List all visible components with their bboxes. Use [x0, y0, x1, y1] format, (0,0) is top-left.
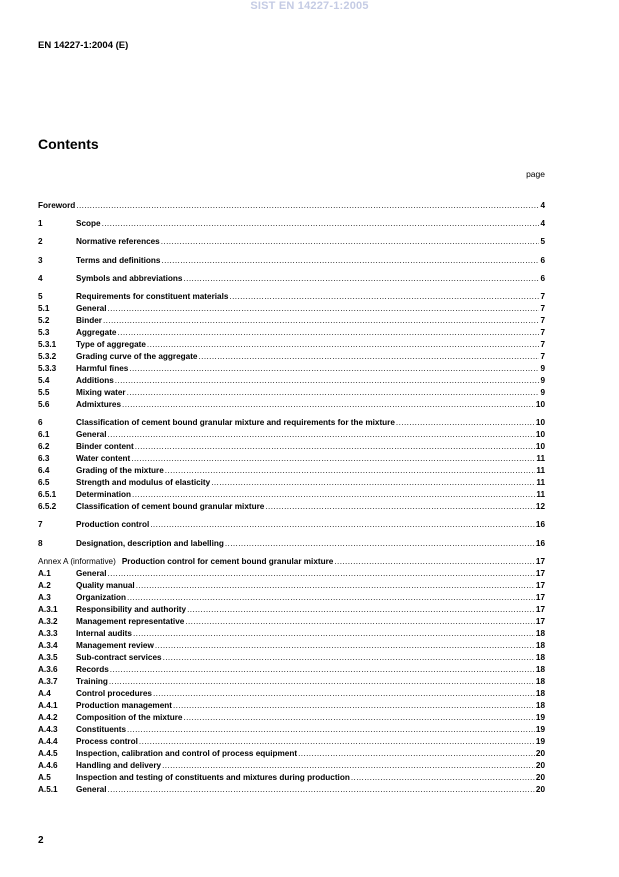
toc-entry-title: Constituents: [76, 724, 127, 734]
dot-leader: [76, 200, 539, 212]
toc-entry-page: 18: [535, 676, 545, 686]
toc-entry-number: A.3.4: [38, 640, 58, 650]
dot-leader: [298, 748, 535, 760]
toc-entry-title: Mixing water: [76, 387, 126, 397]
toc-entry-page: 4: [540, 201, 545, 210]
toc-entry[interactable]: [38, 387, 545, 399]
toc-entry[interactable]: [38, 489, 545, 501]
toc-entry-title: Water content: [76, 454, 131, 464]
toc-entry-number: A.3.5: [38, 652, 58, 662]
toc-entry-page: 18: [535, 628, 545, 638]
toc-entry[interactable]: [38, 453, 545, 465]
toc-entry[interactable]: [38, 236, 545, 248]
toc-entry-title: Organization: [76, 592, 127, 602]
toc-entry[interactable]: [38, 628, 545, 640]
toc-entry[interactable]: [38, 736, 545, 748]
page-number: 2: [38, 835, 44, 846]
toc-entry-title: General: [76, 784, 107, 794]
toc-entry-number: A.2: [38, 580, 51, 590]
toc-entry-number: 6: [38, 418, 43, 428]
toc-entry-page: 10: [535, 418, 545, 428]
toc-entry-number: A.5.1: [38, 784, 58, 794]
dot-leader: [187, 604, 535, 616]
toc-entry-title: General: [76, 430, 107, 440]
toc-entry-page: 17: [535, 580, 545, 590]
toc-entry-title: Strength and modulus of elasticity: [76, 478, 211, 488]
toc-entry-number: 5.5: [38, 387, 50, 397]
toc-entry-number: 2: [38, 237, 43, 247]
toc-entry-page: 20: [535, 784, 545, 794]
toc-entry-title: Production management: [76, 700, 172, 710]
toc-entry-title: Classification of cement bound granular mixture and requirements for the mixture: [76, 418, 395, 428]
toc-entry-number: 6.5: [38, 478, 50, 488]
toc-entry-number: A.4.2: [38, 712, 58, 722]
toc-entry-number: 8: [38, 538, 43, 548]
toc-entry-title: Training: [76, 676, 108, 686]
toc-entry-number: A.1: [38, 568, 51, 578]
toc-entry[interactable]: [38, 580, 545, 592]
toc-entry-number: 6.5.2: [38, 502, 57, 512]
toc-entry[interactable]: [38, 339, 545, 351]
toc-entry[interactable]: [38, 327, 545, 339]
toc-entry-page: 10: [535, 399, 545, 409]
dot-leader: [127, 387, 540, 399]
toc-entry-number: 5.3.1: [38, 339, 57, 349]
toc-entry-page: 6: [540, 273, 545, 283]
toc-entry-number: 5.4: [38, 375, 50, 385]
dot-leader: [173, 700, 535, 712]
toc-entry-number: A.3: [38, 592, 51, 602]
dot-leader: [185, 616, 535, 628]
toc-entry-title: Inspection and testing of constituents and mixtures during production: [76, 772, 350, 782]
toc-entry-title: General: [76, 568, 107, 578]
dot-leader: [334, 556, 535, 568]
toc-entry-title: Management review: [76, 640, 154, 650]
toc-entry-page: 9: [540, 375, 545, 385]
toc-entry-title: Production control for cement bound granular mixture: [121, 556, 334, 566]
toc-entry-page: 7: [540, 315, 545, 325]
toc-entry-title: Process control: [76, 736, 138, 746]
toc-entry-page: 17: [535, 568, 545, 578]
toc-entry-page: 5: [540, 237, 545, 247]
page-column-label: page: [526, 169, 545, 179]
dot-leader: [132, 489, 535, 501]
toc-entry-number: 6.5.1: [38, 490, 57, 500]
toc-entry-number: A.4.5: [38, 748, 58, 758]
toc-entry-page: 20: [535, 748, 545, 758]
watermark: SIST EN 14227-1:2005: [250, 0, 369, 12]
toc-entry-number: A.4.1: [38, 700, 58, 710]
toc-entry-number: A.3.1: [38, 604, 58, 614]
toc-entry-title: Grading of the mixture: [76, 466, 164, 476]
dot-leader: [108, 429, 535, 441]
dot-leader: [135, 441, 535, 453]
toc-entry-page: 20: [535, 760, 545, 770]
toc-entry-page: 9: [540, 363, 545, 373]
toc-entry[interactable]: [38, 538, 545, 550]
toc-entry-title: Control procedures: [76, 688, 152, 698]
toc-entry-page: 7: [540, 351, 545, 361]
dot-leader: [225, 538, 535, 550]
dot-leader: [162, 760, 535, 772]
toc-entry[interactable]: [38, 724, 545, 736]
toc-entry-number: 6.1: [38, 430, 50, 440]
toc-entry[interactable]: [38, 429, 545, 441]
toc-entry-title: Type of aggregate: [76, 339, 146, 349]
toc-entry-page: 16: [535, 538, 545, 548]
toc-entry[interactable]: [38, 652, 545, 664]
toc-entry-page: 18: [535, 652, 545, 662]
dot-leader: [183, 712, 534, 724]
toc-entry-title: Responsibility and authority: [76, 604, 187, 614]
toc-entry-title: Grading curve of the aggregate: [76, 351, 198, 361]
toc-entry-page: 11: [536, 466, 545, 476]
toc-entry-title: Internal audits: [76, 628, 132, 638]
dot-leader: [127, 724, 535, 736]
toc-entry-page: 10: [535, 442, 545, 452]
dot-leader: [122, 399, 535, 411]
toc-entry-title: Composition of the mixture: [76, 712, 183, 722]
toc-entry-number: A.3.6: [38, 664, 58, 674]
toc-entry-title: Normative references: [76, 237, 160, 247]
toc-entry-number: 5: [38, 291, 43, 301]
toc-entry-number: 6.2: [38, 442, 50, 452]
toc-entry[interactable]: [38, 676, 545, 688]
toc-entry-page: 10: [535, 430, 545, 440]
toc-entry[interactable]: [38, 363, 545, 375]
dot-leader: [108, 303, 540, 315]
toc-entry[interactable]: [38, 592, 545, 604]
toc-entry-page: 19: [535, 724, 545, 734]
toc-entry-number: Annex A (informative): [38, 556, 116, 566]
dot-leader: [118, 327, 540, 339]
toc-entry-number: A.5: [38, 772, 51, 782]
toc-entry-page: 17: [535, 616, 545, 626]
dot-leader: [136, 580, 535, 592]
toc-entry[interactable]: [38, 375, 545, 387]
toc-entry-number: 6.4: [38, 466, 50, 476]
toc-entry[interactable]: [38, 273, 545, 285]
toc-entry[interactable]: [38, 688, 545, 700]
dot-leader: [351, 772, 535, 784]
toc-entry[interactable]: [38, 399, 545, 411]
toc-entry-page: 6: [540, 255, 545, 265]
toc-entry-number: 7: [38, 520, 43, 530]
toc-entry-title: Binder content: [76, 442, 134, 452]
toc-entry[interactable]: [38, 784, 545, 796]
toc-entry-title: Binder: [76, 315, 102, 325]
toc-entry-number: 5.3: [38, 327, 50, 337]
toc-entry-number: 5.2: [38, 315, 50, 325]
toc-entry-number: 5.3.2: [38, 351, 57, 361]
toc-entry-number: A.4.6: [38, 760, 58, 770]
toc-entry-number: 6.3: [38, 454, 50, 464]
toc-entry-page: 16: [535, 520, 545, 530]
toc-entry[interactable]: [38, 748, 545, 760]
dot-leader: [229, 291, 539, 303]
toc-entry-title: Foreword: [38, 201, 76, 210]
toc-entry[interactable]: [38, 772, 545, 784]
toc-entry-title: Sub-contract services: [76, 652, 162, 662]
dot-leader: [133, 628, 535, 640]
toc-entry-title: Requirements for constituent materials: [76, 291, 229, 301]
toc-entry-page: 18: [535, 688, 545, 698]
toc-entry-page: 7: [540, 291, 545, 301]
dot-leader: [108, 784, 535, 796]
dot-leader: [183, 273, 539, 285]
toc-entry-page: 7: [540, 327, 545, 337]
toc-entry-title: Symbols and abbreviations: [76, 273, 183, 283]
toc-entry[interactable]: [38, 315, 545, 327]
dot-leader: [109, 676, 535, 688]
toc-entry-title: Determination: [76, 490, 132, 500]
page-title: Contents: [38, 136, 99, 152]
table-of-contents: [38, 200, 545, 796]
toc-entry-number: 5.1: [38, 303, 50, 313]
toc-entry[interactable]: [38, 441, 545, 453]
toc-entry-number: 1: [38, 219, 43, 229]
dot-leader: [129, 363, 539, 375]
toc-entry-page: 7: [540, 339, 545, 349]
toc-entry-page: 19: [535, 712, 545, 722]
toc-entry[interactable]: [38, 556, 545, 568]
toc-entry-number: A.3.7: [38, 676, 58, 686]
toc-entry-page: 9: [540, 387, 545, 397]
toc-entry-number: A.4: [38, 688, 51, 698]
toc-entry-title: Terms and definitions: [76, 255, 161, 265]
dot-leader: [265, 501, 535, 513]
toc-entry-page: 18: [535, 640, 545, 650]
toc-entry-page: 12: [535, 502, 545, 512]
toc-entry-page: 17: [535, 592, 545, 602]
toc-entry-number: A.4.3: [38, 724, 58, 734]
toc-entry-title: Admixtures: [76, 399, 122, 409]
toc-entry[interactable]: [38, 664, 545, 676]
dot-leader: [161, 236, 540, 248]
dot-leader: [127, 592, 535, 604]
toc-entry[interactable]: [38, 640, 545, 652]
toc-entry-number: A.4.4: [38, 736, 58, 746]
toc-entry-page: 18: [535, 664, 545, 674]
toc-entry[interactable]: [38, 712, 545, 724]
toc-entry-number: A.3.2: [38, 616, 58, 626]
toc-entry[interactable]: [38, 218, 545, 230]
dot-leader: [165, 465, 536, 477]
toc-entry-title: Additions: [76, 375, 114, 385]
toc-entry[interactable]: [38, 477, 545, 489]
toc-entry-page: 20: [535, 772, 545, 782]
toc-entry-page: 19: [535, 736, 545, 746]
toc-entry-title: Harmful fines: [76, 363, 129, 373]
dot-leader: [110, 664, 535, 676]
dot-leader: [396, 417, 535, 429]
toc-entry-title: Management representative: [76, 616, 185, 626]
dot-leader: [211, 477, 535, 489]
toc-entry[interactable]: [38, 700, 545, 712]
toc-entry[interactable]: [38, 760, 545, 772]
dot-leader: [163, 652, 535, 664]
dot-leader: [155, 640, 535, 652]
toc-entry-number: A.3.3: [38, 628, 58, 638]
toc-entry-number: 5.6: [38, 399, 50, 409]
toc-entry-page: 7: [540, 303, 545, 313]
toc-entry-page: 18: [535, 700, 545, 710]
toc-entry-page: 11: [536, 490, 545, 500]
toc-entry-title: Production control: [76, 520, 150, 530]
toc-entry[interactable]: [38, 291, 545, 303]
dot-leader: [150, 519, 535, 531]
toc-entry-title: Handling and delivery: [76, 760, 162, 770]
dot-leader: [161, 255, 539, 267]
toc-entry-page: 4: [540, 219, 545, 229]
toc-entry-number: 3: [38, 255, 43, 265]
toc-entry[interactable]: [38, 465, 545, 477]
toc-entry[interactable]: [38, 616, 545, 628]
toc-entry[interactable]: [38, 417, 545, 429]
toc-entry-title: Designation, description and labelling: [76, 538, 224, 548]
toc-entry[interactable]: [38, 303, 545, 315]
toc-entry-page: 11: [536, 454, 545, 464]
dot-leader: [153, 688, 535, 700]
toc-entry[interactable]: [38, 604, 545, 616]
toc-entry[interactable]: [38, 255, 545, 267]
dot-leader: [131, 453, 535, 465]
dot-leader: [115, 375, 540, 387]
dot-leader: [147, 339, 540, 351]
toc-entry-title: Records: [76, 664, 109, 674]
toc-entry[interactable]: [38, 200, 545, 212]
dot-leader: [103, 315, 540, 327]
toc-entry-title: Scope: [76, 219, 101, 229]
toc-entry-title: Classification of cement bound granular mixture: [76, 502, 265, 512]
toc-entry-title: Inspection, calibration and control of process equipment: [76, 748, 298, 758]
toc-entry-page: 11: [536, 478, 545, 488]
toc-entry[interactable]: [38, 501, 545, 513]
toc-entry[interactable]: [38, 519, 545, 531]
document-identifier: EN 14227-1:2004 (E): [38, 40, 129, 51]
toc-entry[interactable]: [38, 568, 545, 580]
toc-entry-page: 17: [535, 556, 545, 566]
toc-entry-title: Aggregate: [76, 327, 117, 337]
dot-leader: [108, 568, 535, 580]
toc-entry[interactable]: [38, 351, 545, 363]
toc-entry-number: 4: [38, 273, 43, 283]
dot-leader: [198, 351, 539, 363]
dot-leader: [139, 736, 535, 748]
dot-leader: [102, 218, 540, 230]
toc-entry-page: 17: [535, 604, 545, 614]
toc-entry-number: 5.3.3: [38, 363, 57, 373]
toc-entry-title: Quality manual: [76, 580, 135, 590]
toc-entry-title: General: [76, 303, 107, 313]
